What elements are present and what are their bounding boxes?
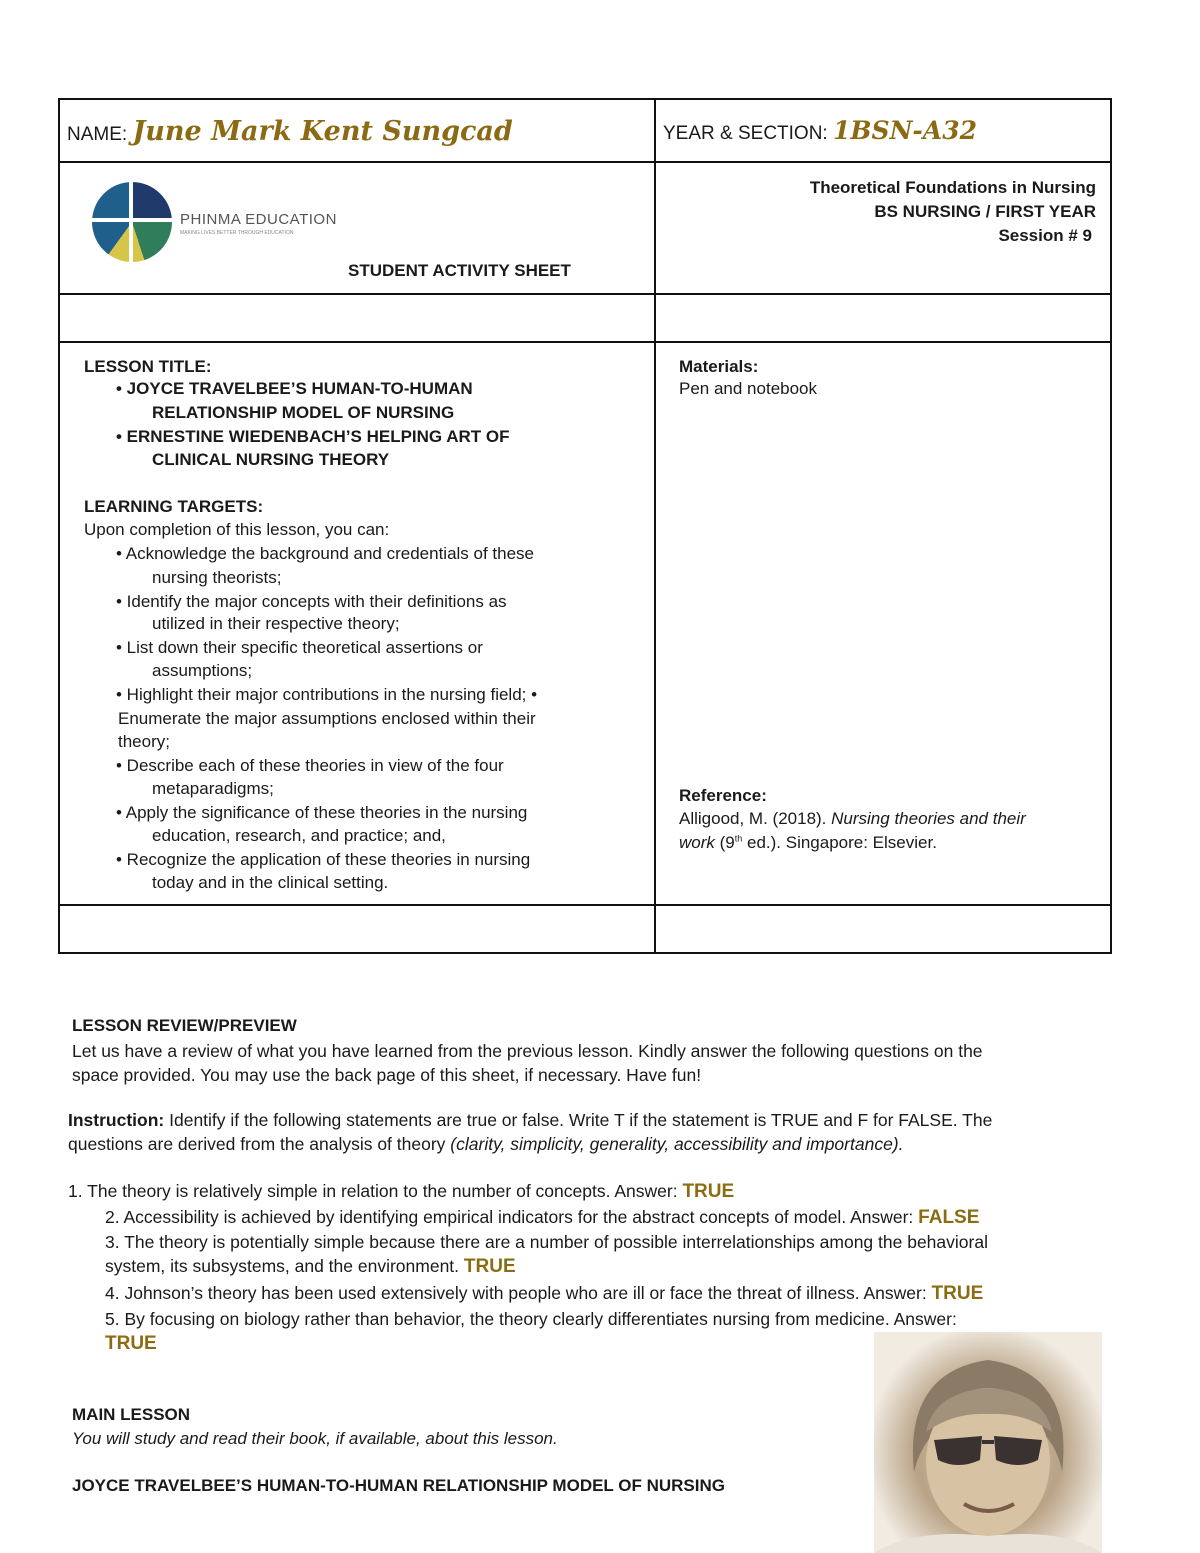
- materials-value: Pen and notebook: [679, 379, 818, 398]
- question-4: [105, 1283, 983, 1305]
- section-title: JOYCE TRAVELBEE’S HUMAN-TO-HUMAN RELATIONSHIP MODEL OF NURSING: [72, 1476, 725, 1495]
- question-5: 5. By focusing on biology rather than behavior, the theory clearly differentiates nursing from medicine. Answer:: [105, 1309, 957, 1329]
- lesson-title-item: RELATIONSHIP MODEL OF NURSING: [152, 403, 455, 422]
- reference-line-1: [679, 809, 1026, 829]
- question-3: 3. The theory is potentially simple because there are a number of possible interrelationships among the behavioral: [105, 1232, 988, 1252]
- column-divider: [654, 100, 656, 952]
- sheet-title: STUDENT ACTIVITY SHEET: [348, 261, 571, 280]
- target-line: assumptions;: [152, 661, 253, 680]
- course-title: Theoretical Foundations in Nursing: [809, 178, 1096, 197]
- question-text: 1. The theory is relatively simple in relation to the number of concepts. Answer:: [68, 1181, 683, 1201]
- target-line: education, research, and practice; and,: [152, 826, 446, 845]
- instruction-criteria: (clarity, simplicity, generality, accessibility and importance).: [450, 1134, 904, 1154]
- reference-book-title: Nursing theories and their: [831, 809, 1026, 828]
- row-divider: [60, 161, 1110, 163]
- reference-edition: (9: [714, 833, 735, 852]
- row-divider: [60, 341, 1110, 343]
- main-lesson-subtitle: You will study and read their book, if available, about this lesson.: [72, 1429, 558, 1448]
- reference-book-title-cont: work: [679, 833, 715, 852]
- answer: TRUE: [682, 1181, 735, 1202]
- course-program: BS NURSING / FIRST YEAR: [874, 202, 1096, 221]
- instruction-label: Instruction:: [68, 1110, 165, 1130]
- year-section-label: YEAR & SECTION:: [663, 123, 828, 144]
- question-3-cont: [105, 1256, 516, 1278]
- year-section-value: 1BSN-A32: [832, 116, 977, 145]
- question-text: 2. Accessibility is achieved by identifying empirical indicators for the abstract concepts of model. Answer:: [105, 1207, 919, 1227]
- name-label: NAME:: [67, 124, 128, 145]
- logo-cross-icon: [92, 218, 172, 222]
- name-value: June Mark Kent Sungcad: [132, 116, 513, 147]
- target-line: • Describe each of these theories in view of the four: [116, 756, 504, 775]
- materials-label: Materials:: [679, 357, 759, 376]
- reference-authors: Alligood, M. (2018).: [679, 809, 832, 828]
- instruction-text: questions are derived from the analysis of theory: [68, 1134, 451, 1154]
- question-text: 4. Johnson’s theory has been used extensively with people who are ill or face the threat of illness. Answer:: [105, 1283, 932, 1303]
- learning-targets-label: LEARNING TARGETS:: [84, 497, 264, 516]
- target-line: today and in the clinical setting.: [152, 873, 389, 892]
- reference-edition-sup: th: [734, 833, 743, 844]
- lesson-title-item: CLINICAL NURSING THEORY: [152, 450, 390, 469]
- course-info: [660, 176, 1096, 248]
- review-heading: LESSON REVIEW/PREVIEW: [72, 1016, 297, 1035]
- target-line: theory;: [118, 732, 170, 751]
- answer: FALSE: [918, 1207, 980, 1228]
- target-line: utilized in their respective theory;: [152, 614, 400, 633]
- course-session: Session # 9: [998, 226, 1092, 245]
- target-line: • Highlight their major contributions in the nursing field; •: [116, 685, 538, 704]
- reference-publisher: ed.). Singapore: Elsevier.: [742, 833, 937, 852]
- target-line: metaparadigms;: [152, 779, 274, 798]
- target-line: nursing theorists;: [152, 568, 282, 587]
- reference-label: Reference:: [679, 786, 767, 805]
- target-line: Enumerate the major assumptions enclosed within their: [118, 709, 536, 728]
- reference-line-2: [679, 833, 937, 853]
- review-line: Let us have a review of what you have learned from the previous lesson. Kindly answer the following questions on the: [72, 1041, 983, 1061]
- review-line: space provided. You may use the back page of this sheet, if necessary. Have fun!: [72, 1065, 702, 1085]
- target-line: • List down their specific theoretical assertions or: [116, 638, 483, 657]
- portrait-illustration: [874, 1332, 1102, 1553]
- lesson-title-item: • ERNESTINE WIEDENBACH’S HELPING ART OF: [116, 427, 510, 446]
- target-line: • Recognize the application of these theories in nursing: [116, 850, 531, 869]
- target-line: • Acknowledge the background and credentials of these: [116, 544, 535, 563]
- year-section-field: [663, 116, 977, 145]
- logo-cross-icon: [129, 182, 133, 262]
- target-line: • Apply the significance of these theories in the nursing: [116, 803, 528, 822]
- question-2: [105, 1207, 979, 1229]
- main-lesson-heading: MAIN LESSON: [72, 1405, 191, 1424]
- question-1: [68, 1181, 734, 1203]
- row-divider: [60, 293, 1110, 295]
- instruction-line-1: [68, 1110, 992, 1131]
- answer: TRUE: [105, 1333, 157, 1354]
- instruction-text: Identify if the following statements are true or false. Write T if the statement is TRUE and F for FALSE. The: [164, 1110, 993, 1130]
- answer: TRUE: [463, 1256, 516, 1277]
- row-divider: [60, 904, 1110, 906]
- question-text: system, its subsystems, and the environment.: [105, 1256, 464, 1276]
- name-field: [67, 116, 513, 147]
- lesson-title-item: • JOYCE TRAVELBEE’S HUMAN-TO-HUMAN: [116, 379, 473, 398]
- logo-tagline: MAKING LIVES BETTER THROUGH EDUCATION: [180, 230, 294, 236]
- logo-text: PHINMA EDUCATION: [180, 211, 337, 228]
- instruction-line-2: [68, 1134, 904, 1155]
- target-line: • Identify the major concepts with their definitions as: [116, 592, 507, 611]
- learning-targets-intro: Upon completion of this lesson, you can:: [84, 520, 390, 539]
- travelbee-portrait-photo: [874, 1332, 1102, 1553]
- lesson-title-label: LESSON TITLE:: [84, 357, 212, 376]
- answer: TRUE: [931, 1283, 984, 1304]
